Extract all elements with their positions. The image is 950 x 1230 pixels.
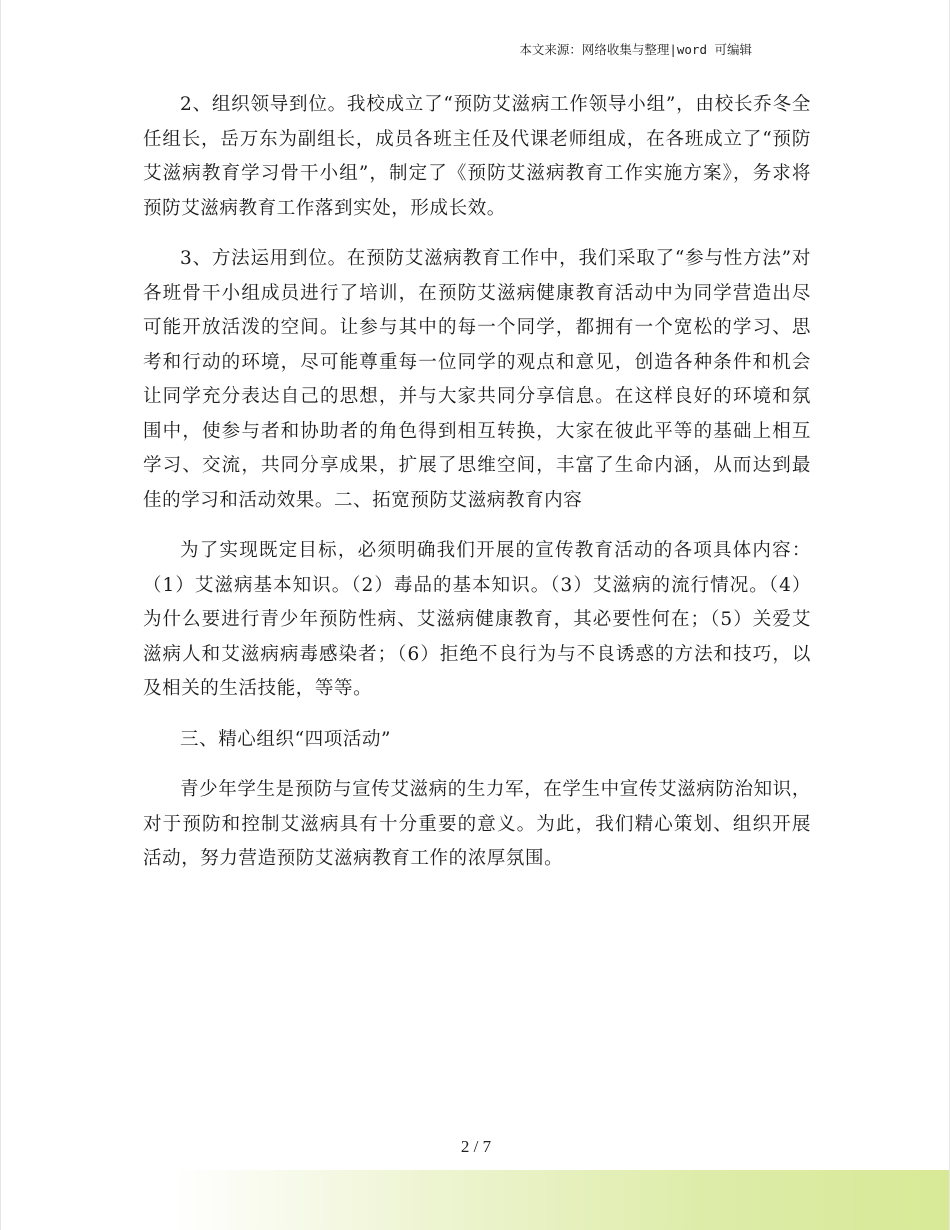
paragraph-content: 为了实现既定目标，必须明确我们开展的宣传教育活动的各项具体内容：（1）艾滋病基本知识。（2）毒品的基本知识。（3）艾滋病的流行情况。（4）为什么要进行青少年预防性病、艾滋病健康教育，其必要性何在；（5）关爱艾滋病人和艾滋病病毒感染者；（6）拒绝不良行为与不良诱惑的方法和技巧，以及相关的生活技能，等等。 bbox=[143, 540, 811, 699]
paragraph-methods: 3、方法运用到位。在预防艾滋病教育工作中，我们采取了“参与性方法”对各班骨干小组成员进行了培训，在预防艾滋病健康教育活动中为同学营造出尽可能开放活泼的空间。让参与其中的每一个同学，都拥有一个宽松的学习、思考和行动的环境，尽可能尊重每一位同学的观点和意见，创造各种条件和机会让同学充分表达自己的思想，并与大家共同分享信息。在这样良好的环境和氛围中，使参与者和协助者的角色得到相互转换，大家在彼此平等的基础上相互学习、交流，共同分享成果，扩展了思维空间，丰富了生命内涵，从而达到最佳的学习和活动效果。二、拓宽预防艾滋病教育内容 bbox=[143, 248, 811, 511]
page-number: 2 / 7 bbox=[460, 1137, 492, 1156]
section-heading-activities: 三、精心组织“四项活动” bbox=[180, 728, 392, 750]
document-body bbox=[143, 88, 811, 877]
paragraph-organization: 2、组织领导到位。我校成立了“预防艾滋病工作领导小组”，由校长乔冬全任组长，岳万东为副组长，成员各班主任及代课老师组成，在各班成立了“预防艾滋病教育学习骨干小组”，制定了《预防艾滋病教育工作实施方案》，务求将预防艾滋病教育工作落到实处，形成长效。 bbox=[143, 94, 811, 219]
paragraph-activities: 青少年学生是预防与宣传艾滋病的生力军，在学生中宣传艾滋病防治知识，对于预防和控制艾滋病具有十分重要的意义。为此，我们精心策划、组织开展活动，努力营造预防艾滋病教育工作的浓厚氛围。 bbox=[143, 779, 811, 869]
footer-decoration bbox=[1, 1170, 950, 1230]
header-source-note: 本文来源：网络收集与整理|word 可编辑 bbox=[519, 42, 752, 57]
